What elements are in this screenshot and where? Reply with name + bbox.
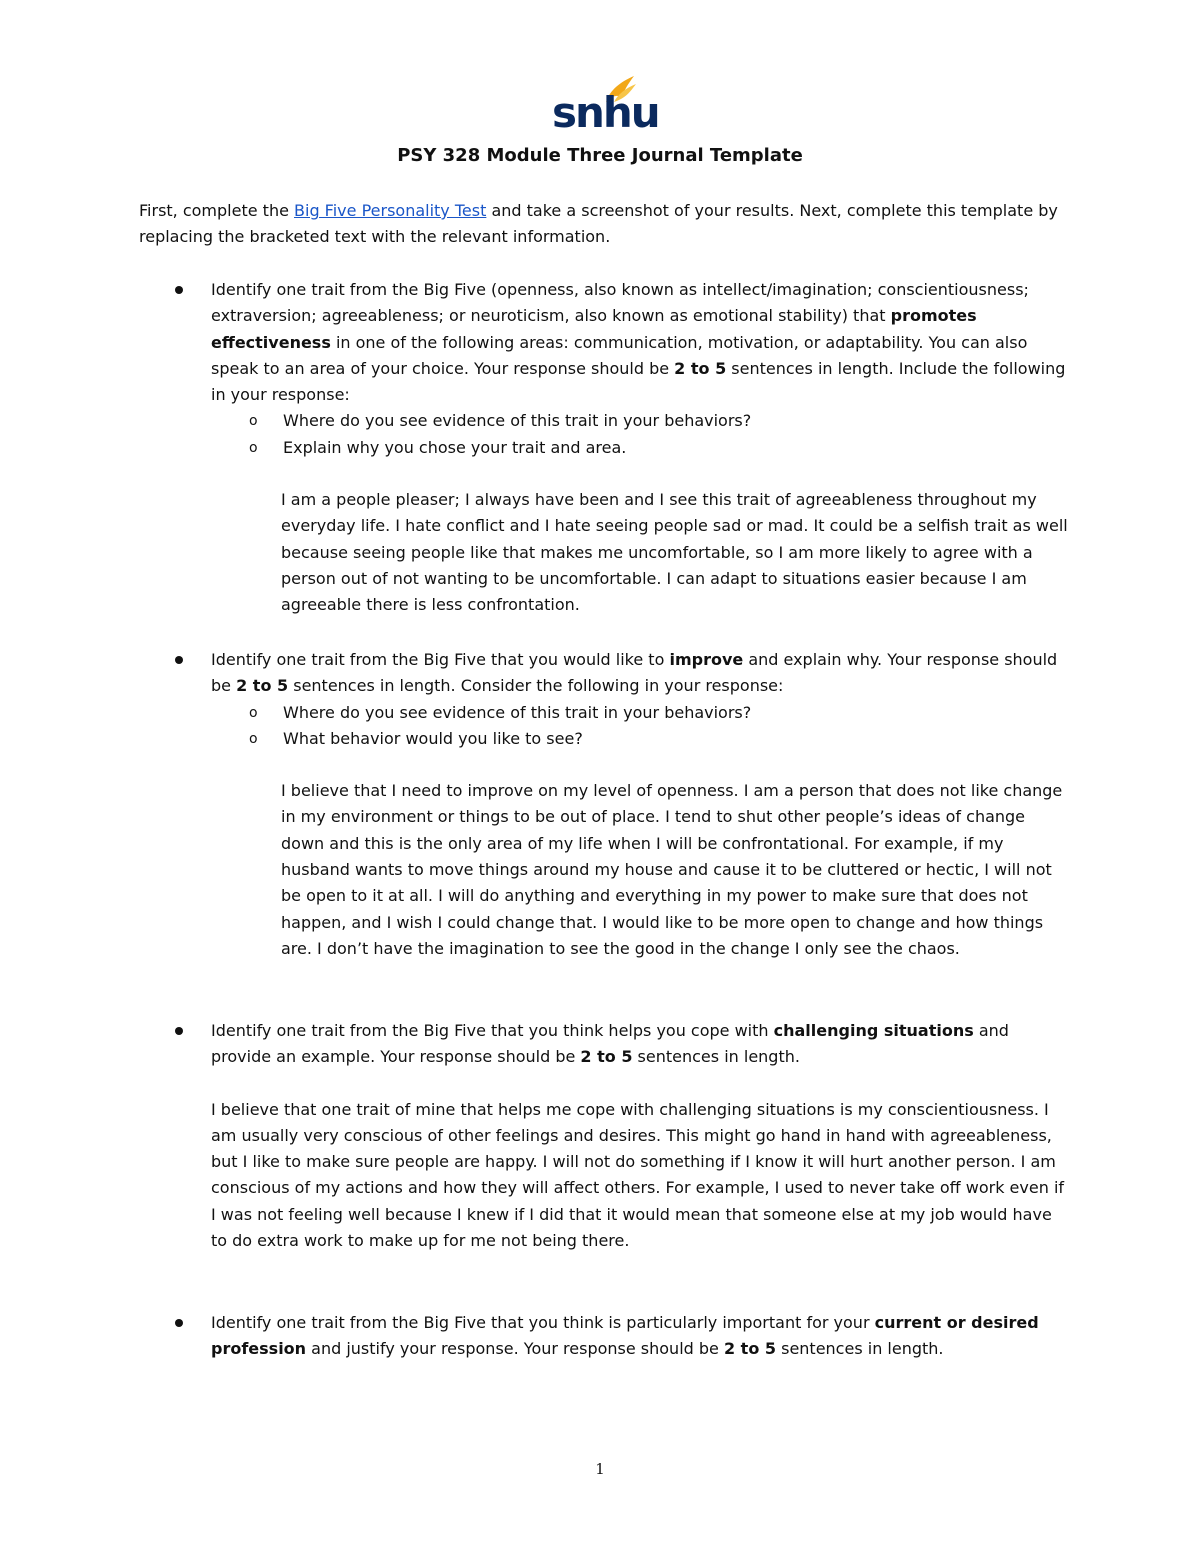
answer-text: I believe that I need to improve on my level of openness. I am a person that does not like change in my environment or things to be out of place. I tend to shut other people’s ideas of change down and this is the only area of my life when I will be confrontational. For example, if my husband wants to move things around my house and cause it to be cluttered or hectic, I will not be open to it at all. I will do anything and everything in my power to make sure that does not happen, and I wish I could change that. I would like to be more open to change and how things are. I don’t have the imagination to see the good in the change I only see the chaos. xyxy=(281,781,1063,958)
answer-text: I am a people pleaser; I always have been and I see this trait of agreeableness throughout my everyday life. I hate conflict and I hate seeing people sad or mad. It could be a selfish trait as well because seeing people like that makes me uncomfortable, so I am more likely to agree with a person out of not wanting to be uncomfortable. I can adapt to situations easier because I am agreeable there is less confrontation. xyxy=(281,490,1068,615)
bold-emphasis: promotes effectiveness xyxy=(211,306,977,352)
bullet-item-1 xyxy=(139,277,1069,619)
prompt-text: Identify one trait from the Big Five that you would like to xyxy=(211,650,670,669)
prompt-text: in one of the following areas: communication, motivation, or adaptability. You can also speak to an area of your choice. Your response should be xyxy=(211,332,1028,378)
page-title: PSY 328 Module Three Journal Template xyxy=(397,145,803,166)
bullet-item-2 xyxy=(139,647,1069,962)
bullet-dot xyxy=(175,1027,183,1035)
page-number: 1 xyxy=(595,1460,605,1478)
sub-marker: o xyxy=(249,704,258,721)
bullet-item-4 xyxy=(139,1310,1069,1363)
sub-item xyxy=(249,700,1069,726)
bold-emphasis: challenging situations xyxy=(773,1021,974,1040)
bullet-prompt xyxy=(211,647,1069,700)
bold-emphasis: current or desired profession xyxy=(211,1313,1039,1359)
bullet-dot xyxy=(175,656,183,664)
sub-item xyxy=(249,435,1069,461)
prompt-text: Identify one trait from the Big Five that you think is particularly important for your xyxy=(211,1313,875,1332)
bold-emphasis: 2 to 5 xyxy=(236,676,289,696)
sub-list xyxy=(249,700,1069,963)
sub-marker: o xyxy=(249,439,258,456)
logo-wordmark: snhu xyxy=(552,88,659,137)
bold-emphasis: 2 to 5 xyxy=(674,358,727,378)
prompt-text: sentences in length. Include the following in your response: xyxy=(211,358,1066,405)
sub-item-text: What behavior would you like to see? xyxy=(283,728,583,748)
intro-text-after: and take a screenshot of your results. Next, complete this template by replacing the bracketed text with the relevant information. xyxy=(139,201,1058,246)
prompt-text: and explain why. Your response should be xyxy=(211,650,1058,696)
sub-item-text: Explain why you chose your trait and area. xyxy=(283,437,627,457)
sub-item-text: Where do you see evidence of this trait in your behaviors? xyxy=(283,702,752,722)
prompt-text: sentences in length. Consider the following in your response: xyxy=(288,676,784,696)
prompt-text: and provide an example. Your response should be xyxy=(211,1021,1009,1067)
prompt-text: Identify one trait from the Big Five (openness, also known as intellect/imagination; conscientiousness; extraversion; agreeableness; or neuroticism, also known as emotional stability) that xyxy=(211,280,1029,326)
sub-item xyxy=(249,726,1069,752)
intro-text-before: First, complete the xyxy=(139,201,295,220)
sub-marker: o xyxy=(249,730,258,747)
bullet-item-3 xyxy=(139,1018,1069,1254)
prompt-text: and justify your response. Your response should be xyxy=(306,1339,724,1359)
sub-item-text: Where do you see evidence of this trait in your behaviors? xyxy=(283,411,752,431)
sub-marker: o xyxy=(249,413,258,430)
big-five-test-link[interactable]: Big Five Personality Test xyxy=(294,201,487,220)
bullet-dot xyxy=(175,1319,183,1327)
bold-emphasis: 2 to 5 xyxy=(580,1047,633,1067)
bullet-prompt xyxy=(211,1310,1069,1363)
prompt-text: Identify one trait from the Big Five that you think helps you cope with xyxy=(211,1021,774,1040)
bullet-prompt xyxy=(211,1018,1069,1071)
intro-paragraph xyxy=(139,198,1069,250)
sub-item xyxy=(249,408,1069,434)
prompt-text: sentences in length. xyxy=(632,1047,800,1067)
bullet-prompt xyxy=(211,277,1069,408)
prompt-text: sentences in length. xyxy=(776,1339,944,1359)
answer-text: I believe that one trait of mine that helps me cope with challenging situations is my conscientiousness. I am usually very conscious of other feelings and desires. This might go hand in hand with agreeableness, but I like to make sure people are happy. I will not do something if I know it will hurt another person. I am conscious of my actions and how they will affect others. For example, I used to never take off work even if I was not feeling well because I knew if I did that it would mean that someone else at my job would have to do extra work to make up for me not being there. xyxy=(211,1099,1065,1251)
snhu-logo xyxy=(552,72,659,137)
bullet-dot xyxy=(175,286,183,294)
bold-emphasis: improve xyxy=(669,650,744,669)
bold-emphasis: 2 to 5 xyxy=(723,1339,777,1359)
sub-list xyxy=(249,408,1069,618)
